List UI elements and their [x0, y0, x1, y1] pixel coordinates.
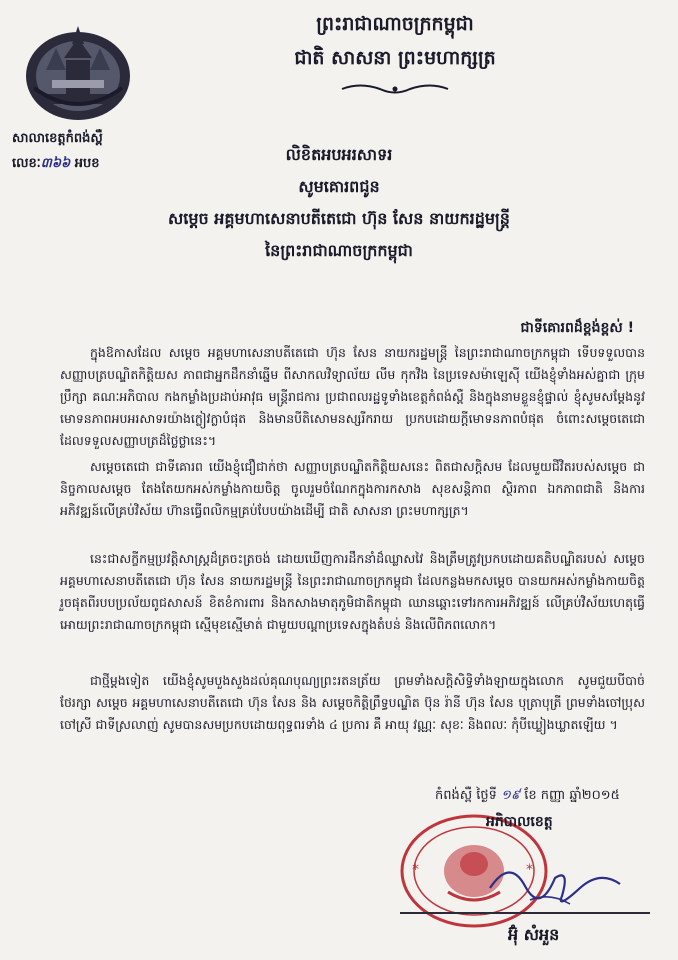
body-paragraph-2: សម្តេចតេជោ ជាទីគោរព យើងខ្ញុំជឿជាក់ថា សញ្ញាបត្របណ្ឌិតកិត្តិយសនេះ ពិតជាសក្តិសម ដែលមួយជីវិតរបស់សម្តេច ជានិច្ចកាលសម្តេច តែងតែយកអស់កម្លាំងកាយចិត្ត ចូលរួមចំណែកក្នុងការកសាង សុខសន្តិភាព ស្ថិរភាព ឯកភាពជាតិ និងការអភិវឌ្ឍន៍លើគ្រប់វិស័យ ហ៊ានធ្វើពលិកម្មគ្រប់បែបយ៉ាងដើម្បី ជាតិ សាសនា ព្រះមហាក្សត្រ។ — [60, 459, 645, 518]
body-paragraph-4: ជាថ្មីម្តងទៀត យើងខ្ញុំសូមបួងសួងដល់គុណបុណ្យព្រះរតនត្រ័យ ព្រមទាំងសក្តិសិទ្ធិទាំងឡាយក្នុងលោក សូមជួយបីបាច់ថែរក្សា សម្តេច អគ្គមហាសេនាបតីតេជោ ហ៊ុន សែន និង សម្តេចកិត្តិព្រឹទ្ធបណ្ឌិត ប៊ុន រ៉ានី ហ៊ុន សែន បុត្រាបុត្រី ព្រមទាំងចៅប្រុស ចៅស្រី ជាទីស្រលាញ់ សូមបានសមប្រកបដោយពុទ្ធពរទាំង ៤ ប្រការ គឺ អាយុ វណ្ណៈ សុខៈ និងពលៈ កុំបីឃ្លៀងឃ្លាតឡើយ ។ — [60, 673, 645, 732]
signer-title: អភិបាលខេត្ត — [486, 814, 553, 830]
signer-name: អ៊ុំ សំអួន — [508, 925, 560, 944]
motto-nation: ជាតិ សាសនា ព្រះមហាក្សត្រ — [294, 47, 496, 69]
date-place: កំពង់ស្ពឺ ថ្ងៃទី — [435, 788, 497, 803]
addressee-intro: សូមគោរពជូន — [298, 177, 380, 196]
addressee-country: នៃព្រះរាជាណាចក្រកម្ពុជា — [265, 241, 413, 260]
body-paragraph-1: ក្នុងឱកាសដែល សម្តេច អគ្គមហាសេនាបតីតេជោ ហ៊ុន សែន នាយករដ្ឋមន្ត្រី នៃព្រះរាជាណាចក្រកម្ពុជា ទើបទទួលបានសញ្ញាបត្របណ្ឌិតកិត្តិយស ភាពជាអ្នកដឹកនាំឆ្នើម ពីសាកលវិទ្យាល័យ លីម កុកវិង នៃប្រទេសម៉ាឡេស៊ី យើងខ្ញុំទាំងអស់គ្នាជា ក្រុមប្រឹក្សា គណៈអភិបាល កងកម្លាំងប្រដាប់អាវុធ មន្ត្រីរាជការ ប្រជាពលរដ្ឋទូទាំងខេត្តកំពង់ស្ពឺ និងក្នុងនាមខ្លួនខ្ញុំផ្ទាល់ ខ្ញុំសូមសម្តែងនូវមោទនភាពអបអរសាទរយ៉ាងក្លៀវក្លាបំផុត និងមានបីតិសោមនស្សរីករាយ ប្រកបដោយក្តីមោទនភាពបំផុត ចំពោះសម្តេចតេជោ ដែលទទួលសញ្ញាបត្រដ៏ថ្លៃថ្លានេះ។ — [60, 345, 645, 448]
document-type: លិខិតអបអរសាទរ — [285, 145, 393, 164]
ref-prefix: លេខៈ — [12, 156, 41, 171]
provincial-emblem-icon — [22, 18, 134, 126]
motto-kingdom: ព្រះរាជាណាចក្រកម្ពុជា — [316, 13, 474, 35]
addressee-name: សម្តេច អគ្គមហាសេនាបតីតេជោ ហ៊ុន សែន នាយករដ្ឋមន្ត្រី — [168, 209, 510, 228]
svg-text:*: * — [412, 862, 419, 878]
date-month-year: ខែ កញ្ញា ឆ្នាំ២០១៥ — [524, 788, 620, 803]
svg-text:*: * — [526, 862, 533, 878]
issuing-office: សាលាខេត្តកំពង់ស្ពឺ — [12, 131, 103, 146]
date-day: ១៩ — [501, 788, 521, 803]
date-line — [435, 787, 620, 806]
ref-suffix: អបខ — [74, 156, 100, 171]
ref-number: ៣៦៦ — [40, 156, 71, 171]
body-paragraph-3: នេះជាសក្ខីកម្មប្រវត្តិសាស្ត្រដ៏ត្រចះត្រចង់ ដោយឃើញការដឹកនាំដ៏ឈ្លាសវៃ និងត្រឹមត្រូវប្រកបដោយគតិបណ្ឌិតរបស់ សម្តេច អគ្គមហាសេនាបតីតេជោ ហ៊ុន សែន នាយករដ្ឋមន្ត្រី នៃព្រះរាជាណាចក្រកម្ពុជា ដែលកន្លងមកសម្តេច បានយកអស់កម្លាំងកាយចិត្តរួចផុតពីរបបប្រល័យពូជសាសន៍ ខិតខំការពារ និងកសាងមាតុភូមិជាតិកម្ពុជា ឈានឆ្ពោះទៅរកការអភិវឌ្ឍន៍ លើគ្រប់វិស័យហេតុធ្វើអោយព្រះរាជាណាចក្រកម្ពុជា ស្មើមុខស្មើមាត់ ជាមួយបណ្តាប្រទេសក្នុងតំបន់ និងលើពិភពលោក។ — [60, 551, 645, 632]
signature-line — [400, 912, 650, 914]
handwritten-signature-icon — [470, 848, 640, 928]
ornament-divider-icon — [340, 82, 450, 96]
salutation: ជាទីគោរពដ៏ខ្ពង់ខ្ពស់ ! — [520, 320, 634, 336]
